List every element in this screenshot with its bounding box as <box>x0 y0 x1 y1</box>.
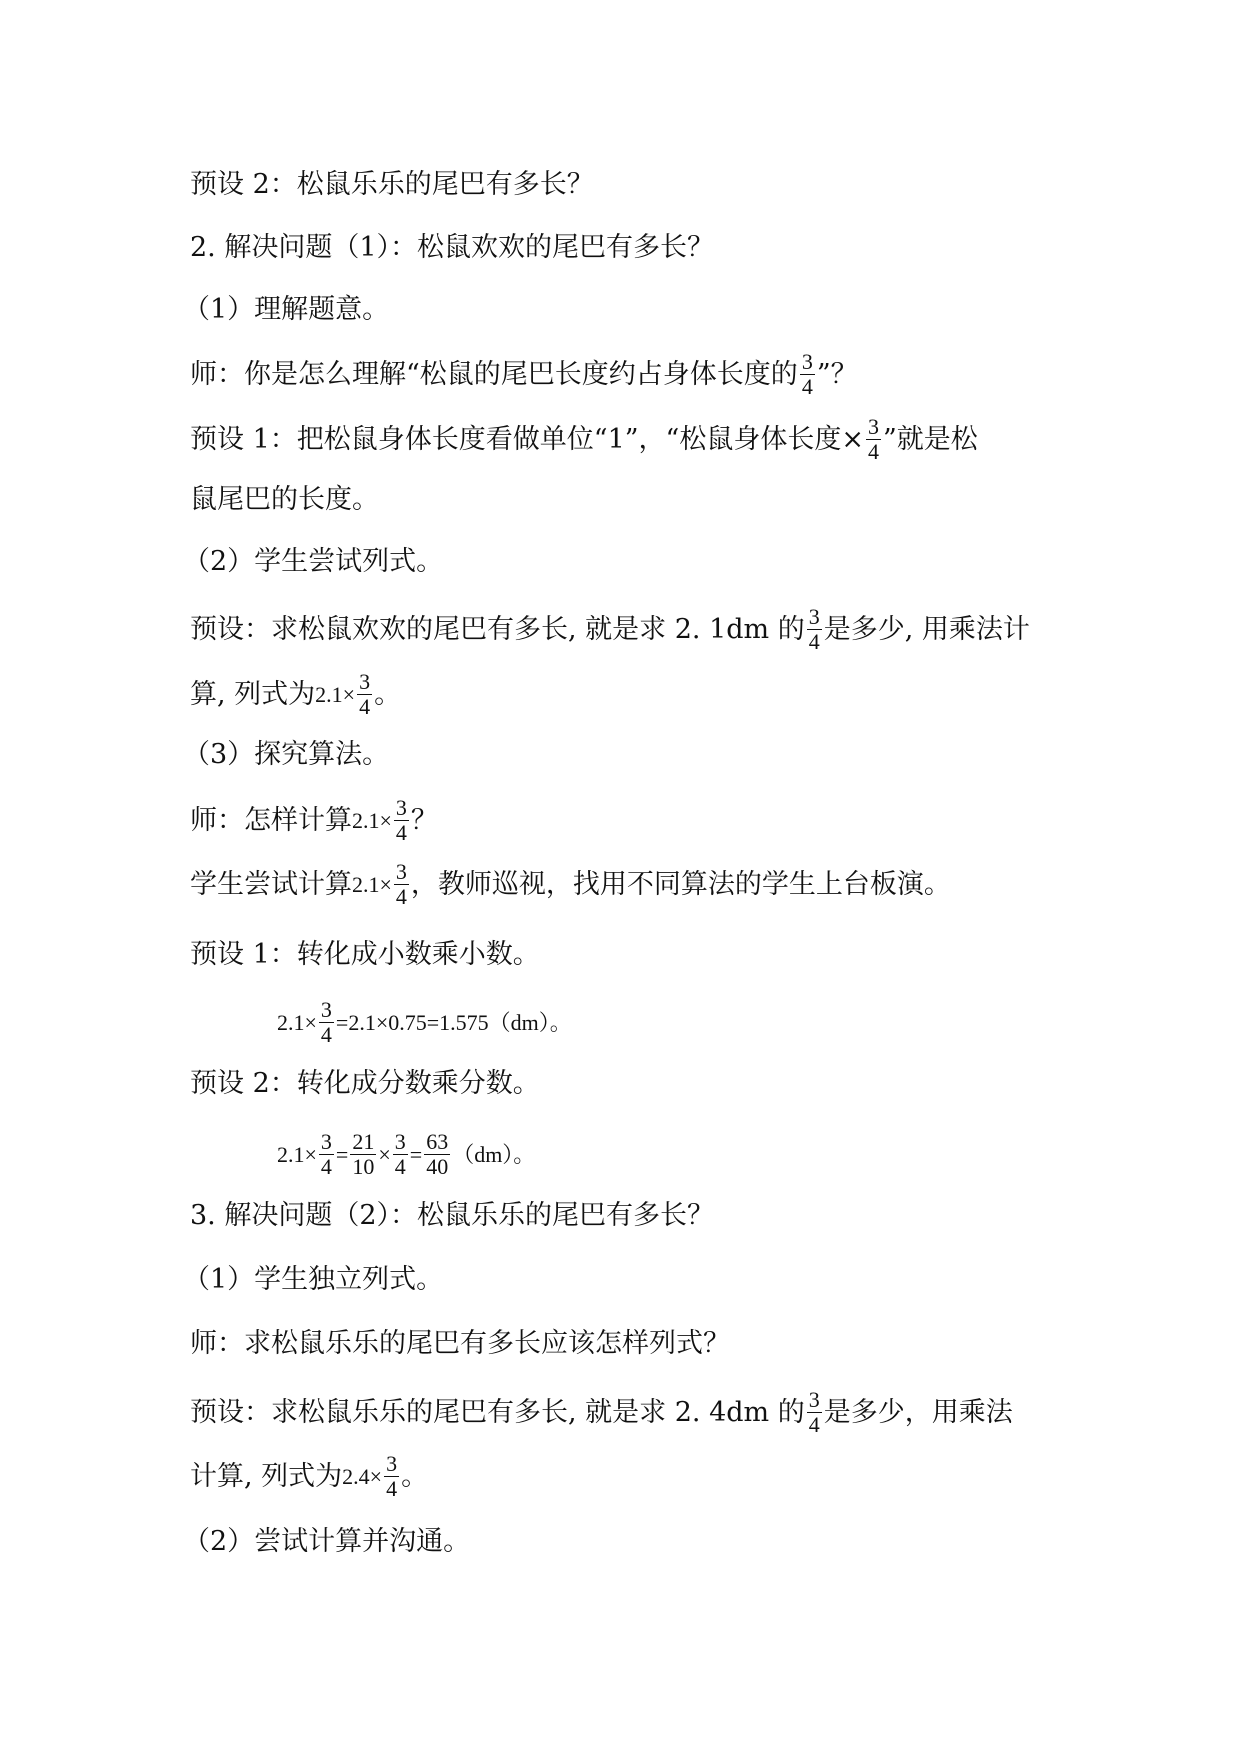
text-line: 师：求松鼠乐乐的尾巴有多长应该怎样列式？ <box>190 1328 730 1359</box>
text-line: 算, 列式为 2.1× $\frac{3}{4}$ 。 <box>190 669 402 719</box>
text-line: 预设 1：把松鼠身体长度看做单位“1”，“松鼠身体长度× $\frac{3}{4}$ ”就是松 <box>190 414 978 464</box>
fraction: $\frac{3}{4}$ <box>320 997 332 1047</box>
sub-heading: （3）探究算法。 <box>183 739 390 770</box>
equation: 2.1× $\frac{3}{4}$ =2.1×0.75=1.575（dm）。 <box>277 997 572 1047</box>
fraction: $\frac{3}{4}$ <box>394 1129 406 1179</box>
fraction: $\frac{3}{4}$ <box>395 795 407 845</box>
text-line: 师：你是怎么理解“松鼠的尾巴长度约占身体长度的 $\frac{3}{4}$ ”？ <box>190 349 858 399</box>
text-line: 计算, 列式为 2.4× $\frac{3}{4}$ 。 <box>190 1451 429 1501</box>
text-line: 预设 2：松鼠乐乐的尾巴有多长？ <box>190 169 594 200</box>
sub-heading: （1）理解题意。 <box>183 294 390 325</box>
sub-heading: （2）学生尝试列式。 <box>183 546 444 577</box>
fraction: $\frac{3}{4}$ <box>359 669 371 719</box>
equation: 2.1× $\frac{3}{4}$ = $\frac{21}{10}$ × $\frac{3}{4}$ = $\frac{63}{40}$ （dm）。 <box>277 1129 536 1179</box>
text-line: 学生尝试计算 2.1× $\frac{3}{4}$ ，教师巡视，找用不同算法的学生上台板演。 <box>190 859 951 909</box>
fraction: $\frac{3}{4}$ <box>386 1451 398 1501</box>
fraction: $\frac{63}{40}$ <box>426 1129 449 1179</box>
fraction: $\frac{3}{4}$ <box>320 1129 332 1179</box>
fraction: $\frac{21}{10}$ <box>352 1129 375 1179</box>
text-line: 预设：求松鼠欢欢的尾巴有多长, 就是求 2. 1dm 的 $\frac{3}{4}$ 是多少, 用乘法计 <box>190 604 1030 654</box>
fraction: $\frac{3}{4}$ <box>808 1387 820 1437</box>
text-line: 预设：求松鼠乐乐的尾巴有多长, 就是求 2. 4dm 的 $\frac{3}{4}$ 是多少，用乘法 <box>190 1387 1013 1437</box>
fraction: $\frac{3}{4}$ <box>808 604 820 654</box>
fraction: $\frac{3}{4}$ <box>867 414 879 464</box>
sub-heading: （1）学生独立列式。 <box>183 1264 444 1295</box>
fraction: $\frac{3}{4}$ <box>395 859 407 909</box>
sub-heading: （2）尝试计算并沟通。 <box>183 1526 471 1557</box>
text-line: 鼠尾巴的长度。 <box>190 484 379 515</box>
text-line: 预设 1：转化成小数乘小数。 <box>190 939 540 970</box>
text-line: 预设 2：转化成分数乘分数。 <box>190 1068 540 1099</box>
text-line: 师：怎样计算 2.1× $\frac{3}{4}$ ？ <box>190 795 438 845</box>
section-heading: 3. 解决问题（2）：松鼠乐乐的尾巴有多长？ <box>190 1200 715 1231</box>
section-heading: 2. 解决问题（1）：松鼠欢欢的尾巴有多长？ <box>190 232 715 263</box>
fraction: $\frac{3}{4}$ <box>801 349 813 399</box>
